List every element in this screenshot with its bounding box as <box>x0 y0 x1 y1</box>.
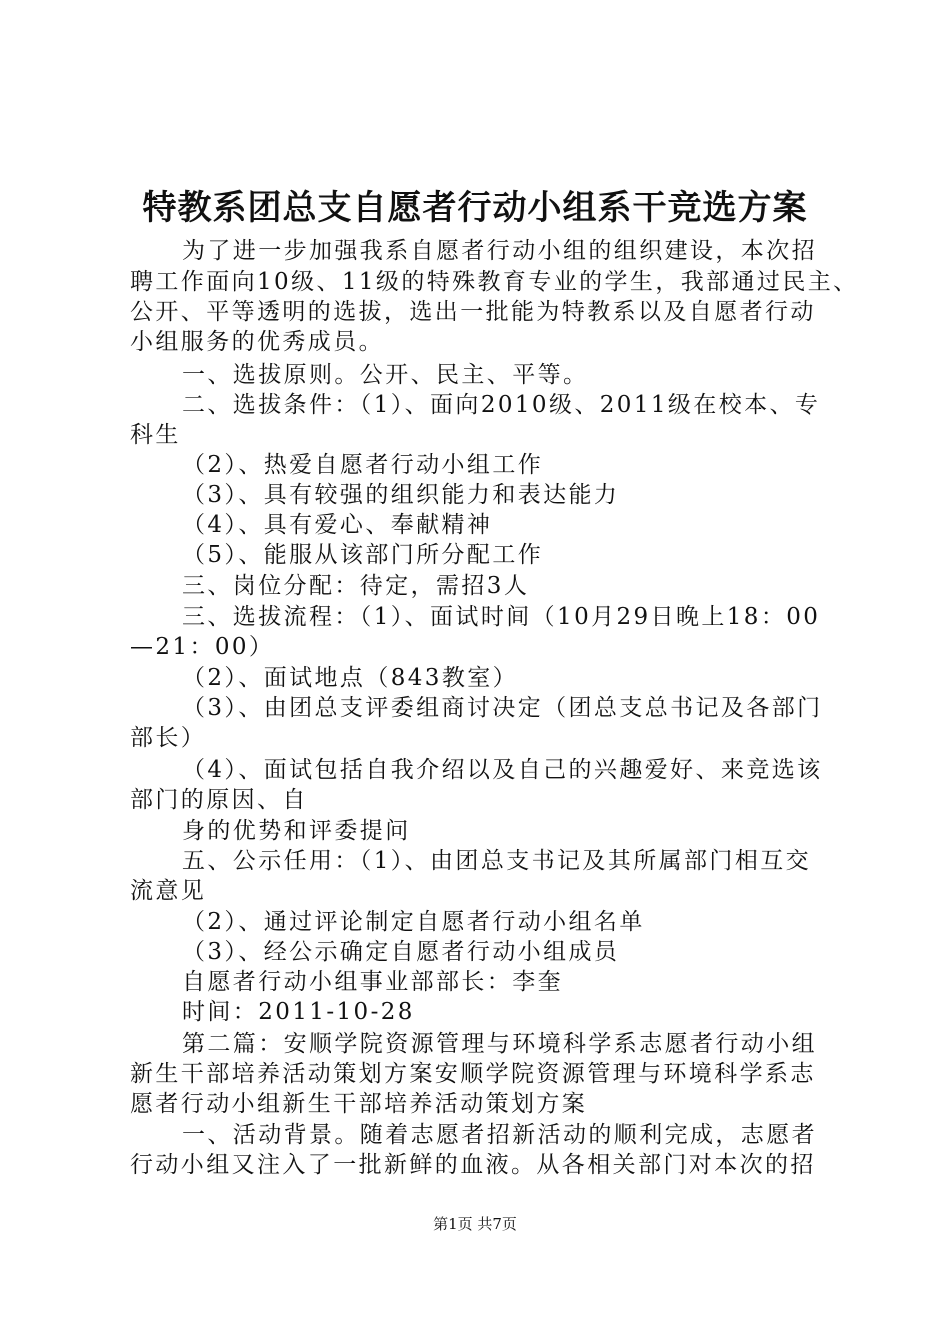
body-line: 公开、平等透明的选拔，选出一批能为特教系以及自愿者行动 <box>130 299 816 325</box>
body-line: 一、选拔原则。公开、民主、平等。 <box>182 362 589 388</box>
page-footer: 第1页 共7页 <box>433 1215 517 1233</box>
body-line: 行动小组又注入了一批新鲜的血液。从各相关部门对本次的招 <box>130 1152 816 1178</box>
body-line: （4）、具有爱心、奉献精神 <box>182 512 493 538</box>
body-line: （2）、面试地点（843教室） <box>182 665 519 691</box>
body-line: 时间：2011-10-28 <box>182 999 415 1025</box>
body-line: 流意见 <box>130 878 207 904</box>
body-line: 愿者行动小组新生干部培养活动策划方案 <box>130 1091 588 1117</box>
body-line: 科生 <box>130 422 181 448</box>
body-line: （3）、由团总支评委组商讨决定（团总支总书记及各部门 <box>182 695 823 721</box>
body-line: （5）、能服从该部门所分配工作 <box>182 542 544 568</box>
body-line: 三、岗位分配：待定，需招3人 <box>182 573 530 599</box>
body-line: 部长） <box>130 725 207 751</box>
body-line: 聘工作面向10级、11级的特殊教育专业的学生，我部通过民主、 <box>130 269 859 295</box>
body-line: 身的优势和评委提问 <box>182 818 411 844</box>
body-line: （3）、具有较强的组织能力和表达能力 <box>182 482 620 508</box>
body-line: 为了进一步加强我系自愿者行动小组的组织建设，本次招 <box>182 238 817 264</box>
body-line: 二、选拔条件：（1）、面向2010级、2011级在校本、专 <box>182 392 821 418</box>
body-line: （2）、热爱自愿者行动小组工作 <box>182 452 544 478</box>
body-line: （2）、通过评论制定自愿者行动小组名单 <box>182 909 645 935</box>
body-line: （4）、面试包括自我介绍以及自己的兴趣爱好、来竞选该 <box>182 757 823 783</box>
body-line: 新生干部培养活动策划方案安顺学院资源管理与环境科学系志 <box>130 1061 816 1087</box>
document-title: 特教系团总支自愿者行动小组系干竞选方案 <box>142 188 808 228</box>
body-line: 部门的原因、自 <box>130 787 308 813</box>
body-line: 五、公示任用：（1）、由团总支书记及其所属部门相互交 <box>182 848 812 874</box>
body-line: 自愿者行动小组事业部部长：李奎 <box>182 969 563 995</box>
body-line: 第二篇：安顺学院资源管理与环境科学系志愿者行动小组 <box>182 1031 817 1057</box>
body-line: —21：00） <box>130 634 275 660</box>
body-line: 一、活动背景。随着志愿者招新活动的顺利完成，志愿者 <box>182 1122 817 1148</box>
body-line: （3）、经公示确定自愿者行动小组成员 <box>182 939 620 965</box>
body-line: 三、选拔流程：（1）、面试时间（10月29日晚上18：00 <box>182 604 821 630</box>
body-line: 小组服务的优秀成员。 <box>130 329 384 355</box>
